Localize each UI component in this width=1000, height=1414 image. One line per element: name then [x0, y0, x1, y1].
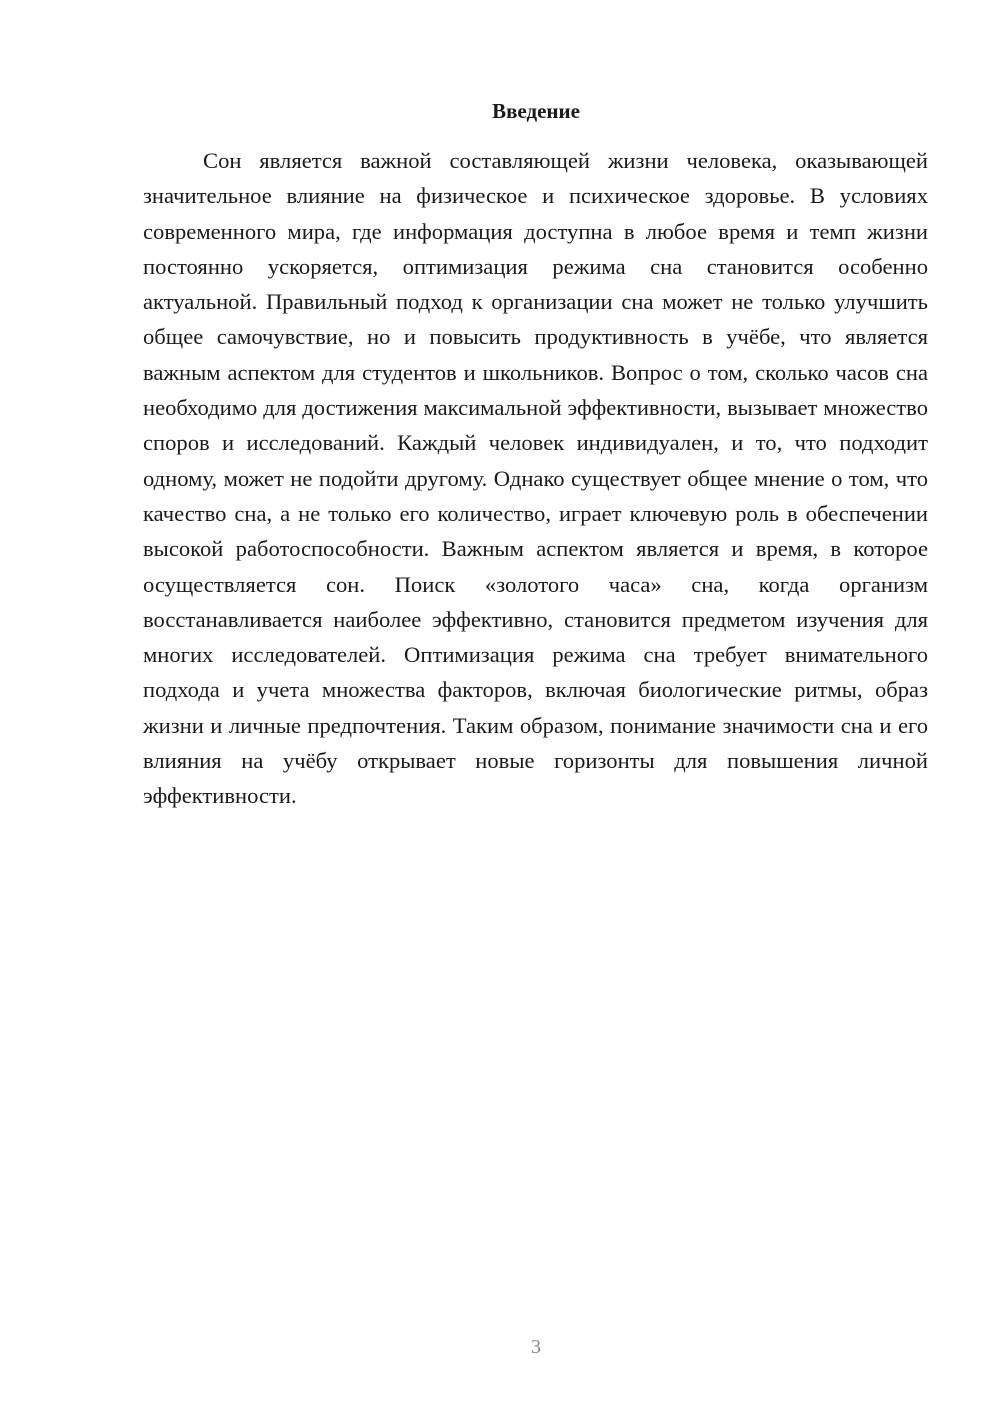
page-number: 3: [531, 1336, 541, 1358]
introduction-paragraph: Сон является важной составляющей жизни человека, оказывающей значительное влияние на физическое и психическое здоровье. В условиях современного мира, где информация доступна в любое время и темп жизни постоянно ускоряется, оптимизация режима сна становится особенно актуальной. Правильный подход к организации сна может не только улучшить общее самочувствие, но и повысить продуктивность в учёбе, что является важным аспектом для студентов и школьников. Вопрос о том, сколько часов сна необходимо для достижения максимальной эффективности, вызывает множество споров и исследований. Каждый человек индивидуален, и то, что подходит одному, может не подойти другому. Однако существует общее мнение о том, что качество сна, а не только его количество, играет ключевую роль в обеспечении высокой работоспособности. Важным аспектом является и время, в которое осуществляется сон. Поиск «золотого часа» сна, когда организм восстанавливается наиболее эффективно, становится предметом изучения для многих исследователей. Оптимизация режима сна требует внимательного подхода и учета множества факторов, включая биологические ритмы, образ жизни и личные предпочтения. Таким образом, понимание значимости сна и его влияния на учёбу открывает новые горизонты для повышения личной эффективности.: [143, 148, 928, 809]
section-title: Введение: [492, 99, 580, 123]
